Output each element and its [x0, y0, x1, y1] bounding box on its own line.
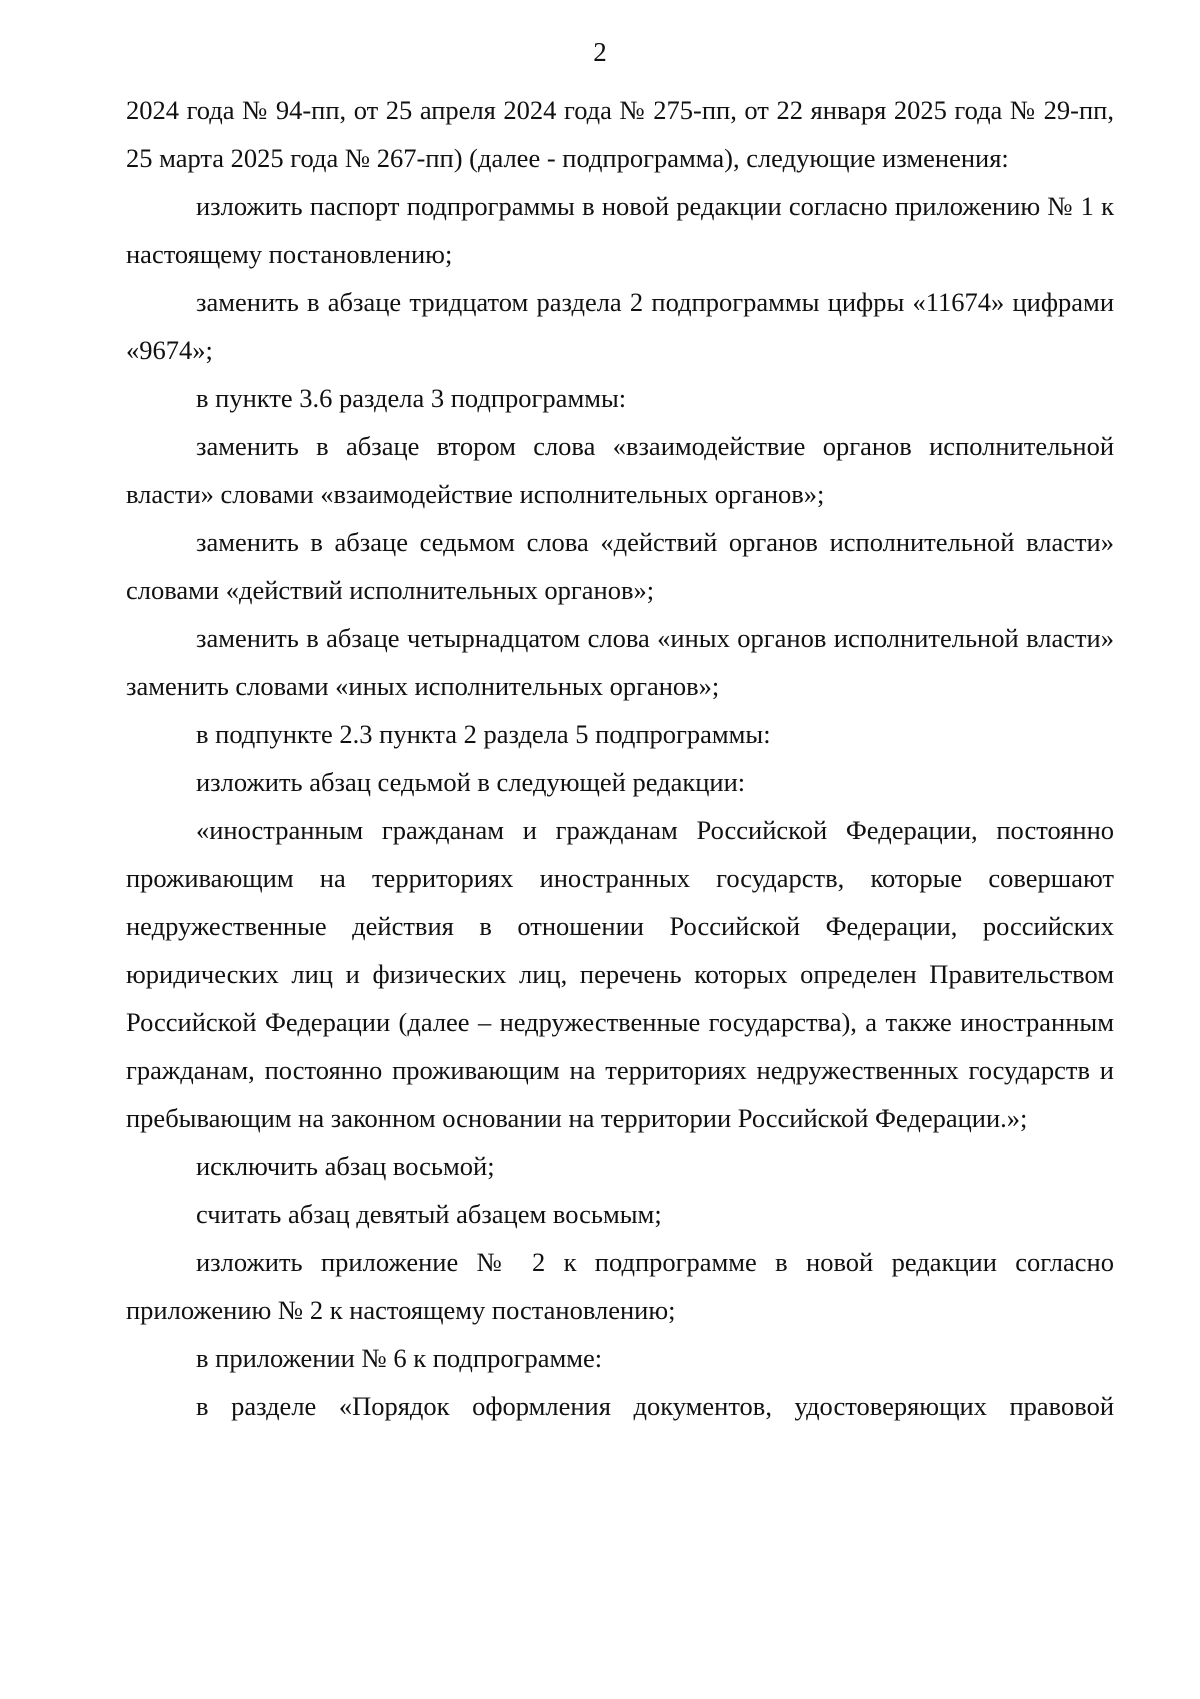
paragraph-14: в приложении № 6 к подпрограмме:	[196, 1343, 603, 1373]
paragraph-4: в пункте 3.6 раздела 3 подпрограммы:	[196, 383, 627, 413]
paragraph-5: заменить в абзаце втором слова «взаимодействие органов исполнительной власти» словами «взаимодействие исполнительных органов»;	[126, 431, 1114, 509]
paragraph-8: в подпункте 2.3 пункта 2 раздела 5 подпрограммы:	[196, 719, 771, 749]
paragraph-2: изложить паспорт подпрограммы в новой редакции согласно приложению № 1 к настоящему постановлению;	[126, 191, 1114, 269]
paragraph-7: заменить в абзаце четырнадцатом слова «иных органов исполнительной власти» заменить словами «иных исполнительных органов»;	[126, 623, 1114, 701]
document-body	[126, 86, 1114, 1430]
paragraph-10: «иностранным гражданам и гражданам Российской Федерации, постоянно проживающим на территориях иностранных государств, которые совершают недружественные действия в отношении Российской Федерации, российских юридических лиц и физических лиц, перечень которых определен Правительством Российской Федерации (далее – недружественные государства), а также иностранным гражданам, постоянно проживающим на территориях недружественных государств и пребывающим на законном основании на территории Российской Федерации.»;	[126, 815, 1114, 1133]
paragraph-15: в разделе «Порядок оформления документов, удостоверяющих правовой	[196, 1391, 1114, 1421]
paragraph-6: заменить в абзаце седьмом слова «действий органов исполнительной власти» словами «действий исполнительных органов»;	[126, 527, 1114, 605]
paragraph-9: изложить абзац седьмой в следующей редакции:	[196, 767, 746, 797]
paragraph-11: исключить абзац восьмой;	[196, 1151, 495, 1181]
paragraph-1: 2024 года № 94-пп, от 25 апреля 2024 года № 275-пп, от 22 января 2025 года № 29-пп, 25 марта 2025 года № 267-пп) (далее - подпрограмма), следующие изменения:	[126, 95, 1114, 173]
page-number: 2	[593, 37, 607, 67]
paragraph-13: изложить приложение № 2 к подпрограмме в новой редакции согласно приложению № 2 к настоящему постановлению;	[126, 1247, 1114, 1325]
paragraph-12: считать абзац девятый абзацем восьмым;	[196, 1199, 662, 1229]
paragraph-3: заменить в абзаце тридцатом раздела 2 подпрограммы цифры «11674» цифрами «9674»;	[126, 287, 1114, 365]
